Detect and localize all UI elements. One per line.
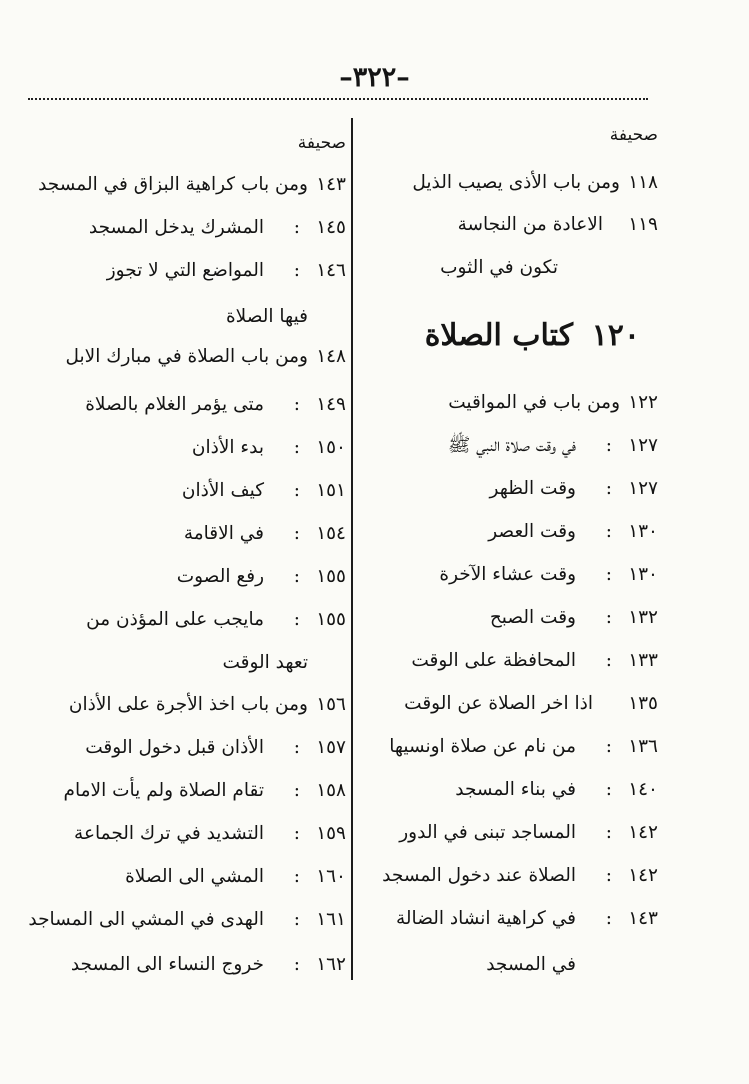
page-num: ١٥٠ [316,437,346,458]
book-title-text: كتاب الصلاة [424,318,573,353]
entry-title: المشي الى الصلاة [125,866,264,887]
entry-title: اذا اخر الصلاة عن الوقت [404,693,593,714]
entry-title-continuation: تكون في الثوب [440,257,558,278]
page-num: ١٥٧ [316,737,346,758]
entry-title: ومن باب اخذ الأجرة على الأذان [68,694,308,715]
entry-title: المحافظة على الوقت [411,650,576,671]
separator: : [605,736,612,757]
page-num: ١٣٣ [628,650,658,671]
separator: : [293,260,300,281]
entry-title: من نام عن صلاة اونسيها [389,736,576,757]
page-num: ١٣٦ [628,736,658,757]
page-num: ١٥١ [316,480,346,501]
entry-title: رفع الصوت [176,566,264,587]
separator: : [605,607,612,628]
entry-title: التشديد في ترك الجماعة [74,823,264,844]
separator: : [293,909,300,930]
page-num: ١٤٠ [628,779,658,800]
entry-title: وقت الظهر [489,478,576,499]
page-num: ١٤٩ [316,394,346,415]
separator: : [293,480,300,501]
separator: : [293,823,300,844]
page-num: ١٢٧ [628,478,658,499]
entry-title: ومن باب الصلاة في مبارك الابل [65,346,308,367]
page-num: ١١٩ [628,214,658,235]
page-num: ١٤٣ [316,174,346,195]
separator: : [293,954,300,975]
separator: : [293,394,300,415]
entry-title: وقت العصر [488,521,576,542]
entry-title: في بناء المسجد [455,779,576,800]
page-num: ١٦٢ [316,954,346,975]
entry-title: خروج النساء الى المسجد [70,954,264,975]
entry-title: ومن باب الأذى يصيب الذيل [412,172,620,193]
separator: : [293,780,300,801]
page-num: ١١٨ [628,172,658,193]
page-num: ١٣٢ [628,607,658,628]
entry-title: ومن باب في المواقيت [448,392,620,413]
page-num: ١٣٠ [628,564,658,585]
entry-title: الهدى في المشي الى المساجد [28,909,264,930]
page-num: ١٥٨ [316,780,346,801]
column-divider [351,118,353,980]
page-num: ١٢٠ [591,318,640,353]
entry-title: ومن باب كراهية البزاق في المسجد [38,174,308,195]
page-num: ١٤٥ [316,217,346,238]
page-num: ١٢٢ [628,392,658,413]
separator: : [605,779,612,800]
separator: : [293,523,300,544]
page-num: ١٥٥ [316,566,346,587]
page-num: ١٤٢ [628,822,658,843]
separator: : [605,435,612,456]
separator: : [293,217,300,238]
entry-title: تقام الصلاة ولم يأت الامام [63,780,264,801]
entry-title: متى يؤمر الغلام بالصلاة [85,394,264,415]
entry-title: المشرك يدخل المسجد [88,217,264,238]
entry-title: في وقت صلاة النبي ﷺ [447,435,576,456]
separator: : [605,865,612,886]
page-num: ١٦٠ [316,866,346,887]
separator: : [605,822,612,843]
page-num: ١٤٢ [628,865,658,886]
separator: : [293,566,300,587]
separator: : [293,866,300,887]
separator: : [605,564,612,585]
separator: : [605,521,612,542]
entry-title-continuation: في المسجد [486,954,576,975]
entry-title: المواضع التي لا تجوز [106,260,264,281]
page-num: ١٥٥ [316,609,346,630]
page-num: ١٢٧ [628,435,658,456]
entry-title-continuation: فيها الصلاة [225,306,308,327]
page-num: ١٤٣ [628,908,658,929]
entry-title: كيف الأذان [181,480,264,501]
page-num: ١٥٤ [316,523,346,544]
page-num: ١٤٦ [316,260,346,281]
separator: : [605,478,612,499]
entry-title: الاعادة من النجاسة [457,214,603,235]
page-number: –٣٢٢– [339,62,410,93]
entry-title: الأذان قبل دخول الوقت [85,737,264,758]
entry-title: في الاقامة [183,523,264,544]
entry-title: في كراهية انشاد الضالة [396,908,576,929]
entry-title: الصلاة عند دخول المسجد [382,865,576,886]
separator: : [605,908,612,929]
page-heading: صحيفة [297,133,346,153]
page-num: ١٥٦ [316,694,346,715]
page-num: ١٥٩ [316,823,346,844]
separator: : [293,737,300,758]
page-num: ١٣٥ [628,693,658,714]
entry-title: وقت عشاء الآخرة [439,564,576,585]
separator: : [293,437,300,458]
page-num: ١٤٨ [316,346,346,367]
page-heading: صحيفة [609,125,658,145]
page-num: ١٣٠ [628,521,658,542]
separator: : [293,609,300,630]
separator: : [605,650,612,671]
entry-title: مايجب على المؤذن من [86,609,264,630]
entry-title: بدء الأذان [191,437,264,458]
right-column [358,0,658,1084]
entry-title: وقت الصبح [489,607,576,628]
entry-title-continuation: تعهد الوقت [222,652,308,673]
page-num: ١٦١ [316,909,346,930]
left-column [26,0,346,1084]
entry-title: المساجد تبنى في الدور [399,822,576,843]
